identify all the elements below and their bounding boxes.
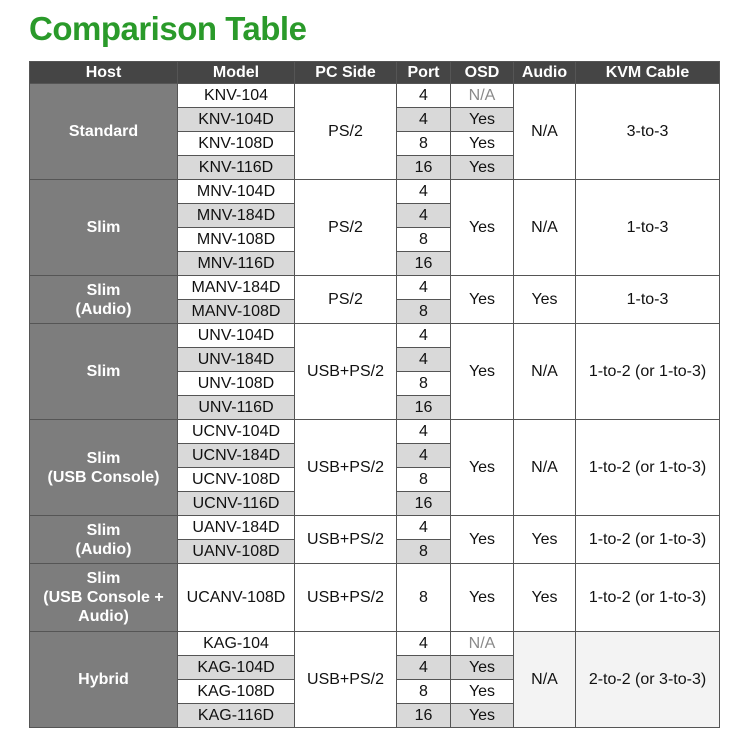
model-cell: UCANV-108D: [178, 564, 295, 632]
pc-side-cell: USB+PS/2: [295, 632, 397, 728]
table-row: [30, 324, 720, 348]
osd-cell: Yes: [451, 132, 514, 156]
pc-side-cell: PS/2: [295, 84, 397, 180]
port-cell: 4: [397, 444, 451, 468]
port-cell: 4: [397, 84, 451, 108]
model-cell: UCNV-104D: [178, 420, 295, 444]
osd-cell: N/A: [451, 84, 514, 108]
audio-cell: Yes: [514, 276, 576, 324]
port-cell: 4: [397, 108, 451, 132]
table-row: [30, 632, 720, 656]
port-cell: 16: [397, 252, 451, 276]
port-cell: 16: [397, 156, 451, 180]
osd-cell: N/A: [451, 632, 514, 656]
header-port: Port: [397, 62, 451, 84]
model-cell: UNV-184D: [178, 348, 295, 372]
audio-cell: N/A: [514, 632, 576, 728]
osd-cell: Yes: [451, 156, 514, 180]
host-cell: [30, 420, 178, 516]
port-cell: 16: [397, 492, 451, 516]
model-cell: KNV-116D: [178, 156, 295, 180]
model-cell: UNV-108D: [178, 372, 295, 396]
header-kvm-cable: KVM Cable: [576, 62, 720, 84]
kvm-cable-cell: 1-to-3: [576, 180, 720, 276]
pc-side-cell: USB+PS/2: [295, 516, 397, 564]
kvm-cable-cell: 1-to-2 (or 1-to-3): [576, 516, 720, 564]
port-cell: 4: [397, 276, 451, 300]
port-cell: 8: [397, 540, 451, 564]
page-title: Comparison Table: [29, 10, 307, 47]
port-cell: 4: [397, 516, 451, 540]
host-label: Slim: [86, 281, 121, 299]
port-cell: 8: [397, 372, 451, 396]
host-cell: [30, 276, 178, 324]
kvm-cable-cell: 1-to-2 (or 1-to-3): [576, 564, 720, 632]
osd-cell: Yes: [451, 564, 514, 632]
model-cell: KNV-104D: [178, 108, 295, 132]
model-cell: MNV-104D: [178, 180, 295, 204]
table-row: [30, 564, 720, 632]
osd-cell: Yes: [451, 108, 514, 132]
osd-cell: Yes: [451, 516, 514, 564]
header-audio: Audio: [514, 62, 576, 84]
port-cell: 8: [397, 680, 451, 704]
host-label: Slim: [86, 219, 121, 236]
host-label: Slim: [86, 363, 121, 380]
model-cell: KAG-116D: [178, 704, 295, 728]
port-cell: 16: [397, 396, 451, 420]
audio-cell: N/A: [514, 84, 576, 180]
pc-side-cell: USB+PS/2: [295, 564, 397, 632]
table-row: [30, 84, 720, 108]
host-cell: [30, 632, 178, 728]
model-cell: MNV-184D: [178, 204, 295, 228]
osd-cell: Yes: [451, 656, 514, 680]
pc-side-cell: USB+PS/2: [295, 420, 397, 516]
port-cell: 4: [397, 204, 451, 228]
table-body: [30, 84, 720, 728]
osd-cell: Yes: [451, 704, 514, 728]
host-label: Audio): [78, 608, 129, 625]
header-osd: OSD: [451, 62, 514, 84]
model-cell: UCNV-108D: [178, 468, 295, 492]
model-cell: MNV-108D: [178, 228, 295, 252]
host-label: Standard: [68, 123, 139, 140]
host-label: Slim: [86, 521, 121, 539]
table-row: [30, 276, 720, 300]
osd-cell: Yes: [451, 680, 514, 704]
table-row: [30, 420, 720, 444]
model-cell: KNV-108D: [178, 132, 295, 156]
model-cell: MANV-108D: [178, 300, 295, 324]
model-cell: KNV-104: [178, 84, 295, 108]
audio-cell: Yes: [514, 516, 576, 564]
port-cell: 8: [397, 228, 451, 252]
model-cell: MNV-116D: [178, 252, 295, 276]
audio-cell: Yes: [514, 564, 576, 632]
port-cell: 4: [397, 656, 451, 680]
model-cell: MANV-184D: [178, 276, 295, 300]
osd-cell: Yes: [451, 180, 514, 276]
host-cell: [30, 180, 178, 276]
host-label: (USB Console +: [43, 589, 164, 606]
model-cell: UNV-104D: [178, 324, 295, 348]
model-cell: KAG-104D: [178, 656, 295, 680]
model-cell: UCNV-184D: [178, 444, 295, 468]
model-cell: UANV-184D: [178, 516, 295, 540]
audio-cell: N/A: [514, 180, 576, 276]
port-cell: 4: [397, 348, 451, 372]
port-cell: 4: [397, 180, 451, 204]
osd-cell: Yes: [451, 324, 514, 420]
osd-cell: Yes: [451, 276, 514, 324]
model-cell: KAG-104: [178, 632, 295, 656]
model-cell: UNV-116D: [178, 396, 295, 420]
host-cell: [30, 516, 178, 564]
comparison-table: [29, 61, 720, 728]
port-cell: 4: [397, 324, 451, 348]
host-label: (USB Console): [47, 468, 160, 486]
pc-side-cell: PS/2: [295, 276, 397, 324]
header-host: Host: [30, 62, 178, 84]
pc-side-cell: USB+PS/2: [295, 324, 397, 420]
audio-cell: N/A: [514, 420, 576, 516]
port-cell: 8: [397, 564, 451, 632]
host-cell: [30, 324, 178, 420]
port-cell: 16: [397, 704, 451, 728]
kvm-cable-cell: 1-to-2 (or 1-to-3): [576, 420, 720, 516]
port-cell: 4: [397, 632, 451, 656]
kvm-cable-cell: 1-to-2 (or 1-to-3): [576, 324, 720, 420]
model-cell: KAG-108D: [178, 680, 295, 704]
port-cell: 8: [397, 132, 451, 156]
host-label: Slim: [86, 570, 121, 587]
kvm-cable-cell: 3-to-3: [576, 84, 720, 180]
model-cell: UCNV-116D: [178, 492, 295, 516]
table-header-row: [30, 62, 720, 84]
port-cell: 8: [397, 300, 451, 324]
table-row: [30, 516, 720, 540]
pc-side-cell: PS/2: [295, 180, 397, 276]
host-label: Hybrid: [78, 671, 129, 688]
host-cell: [30, 84, 178, 180]
port-cell: 4: [397, 420, 451, 444]
audio-cell: N/A: [514, 324, 576, 420]
header-pc-side: PC Side: [295, 62, 397, 84]
kvm-cable-cell: 2-to-2 (or 3-to-3): [576, 632, 720, 728]
kvm-cable-cell: 1-to-3: [576, 276, 720, 324]
osd-cell: Yes: [451, 420, 514, 516]
port-cell: 8: [397, 468, 451, 492]
host-cell: [30, 564, 178, 632]
host-label: (Audio): [75, 540, 132, 558]
header-model: Model: [178, 62, 295, 84]
host-label: Slim: [86, 449, 121, 467]
table-row: [30, 180, 720, 204]
host-label: (Audio): [75, 300, 132, 318]
model-cell: UANV-108D: [178, 540, 295, 564]
